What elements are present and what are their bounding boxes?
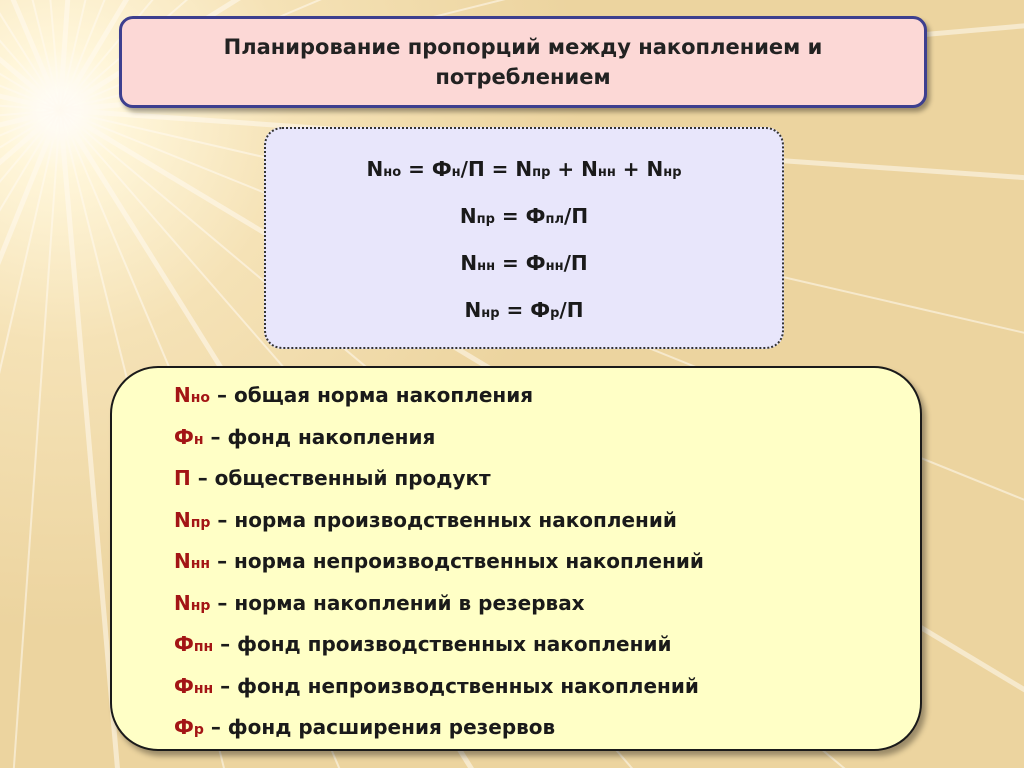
formula-text: /П <box>563 251 588 275</box>
symbol-base: N <box>174 590 191 615</box>
title-box <box>119 16 927 108</box>
definition-text: – норма производственных накоплений <box>210 507 677 532</box>
definition-symbol <box>174 383 210 407</box>
formula-text: = Ф <box>401 157 452 181</box>
definition-text: – фонд непроизводственных накоплений <box>213 673 699 698</box>
symbol-base: N <box>174 507 191 532</box>
formula-subscript: пл <box>545 212 565 227</box>
symbol-subscript: пн <box>193 639 214 655</box>
definition-item <box>174 422 920 464</box>
formula-subscript: нр <box>663 165 682 180</box>
formula-text: = Ф <box>495 251 546 275</box>
formula-subscript: пр <box>532 165 551 180</box>
symbol-base: N <box>174 383 191 407</box>
symbol-base: Ф <box>174 632 194 656</box>
symbol-subscript: н <box>193 431 204 448</box>
definition-text: – норма накоплений в резервах <box>210 590 585 615</box>
symbol-base: Ф <box>174 424 194 449</box>
definition-text: – фонд накопления <box>203 424 436 449</box>
formula-text: N <box>464 298 482 322</box>
symbol-base: Ф <box>174 673 194 698</box>
definition-text: – фонд производственных накоплений <box>213 632 672 656</box>
formula-subscript: нн <box>597 165 616 180</box>
formula-subscript: р <box>550 306 560 321</box>
formula-text: N <box>460 251 478 275</box>
definition-item <box>174 505 920 547</box>
definition-symbol <box>174 715 204 739</box>
formula-box <box>264 127 784 349</box>
formula-subscript: нн <box>545 259 564 274</box>
definition-symbol <box>174 591 210 615</box>
formula-subscript: пр <box>476 212 495 227</box>
symbol-base: П <box>174 466 191 490</box>
formula-line <box>266 155 782 202</box>
formula-line <box>266 202 782 249</box>
definition-symbol <box>174 674 213 698</box>
symbol-subscript: нн <box>193 680 214 697</box>
definition-item <box>174 463 920 505</box>
formula-subscript: нр <box>481 306 500 321</box>
formula-text: /П <box>559 298 584 322</box>
formula-text: /П = N <box>460 157 533 181</box>
definition-symbol <box>174 466 191 490</box>
definition-item <box>174 671 920 713</box>
definition-symbol <box>174 632 213 656</box>
symbol-base: Ф <box>174 715 194 739</box>
formula-subscript: нн <box>477 259 496 274</box>
formula-text: = Ф <box>499 298 551 322</box>
definition-item <box>174 629 920 671</box>
definition-item <box>174 712 920 754</box>
definition-item <box>174 588 920 630</box>
formula-text: N <box>366 157 384 181</box>
definition-symbol <box>174 425 204 449</box>
formula-text: /П <box>564 204 589 228</box>
formula-subscript: н <box>451 165 461 180</box>
definitions-box <box>110 366 922 751</box>
formula-text: N <box>459 204 477 228</box>
formula-text: = Ф <box>494 204 546 228</box>
definition-text: – общественный продукт <box>190 466 491 490</box>
definition-symbol <box>174 508 210 532</box>
symbol-base: N <box>174 549 191 573</box>
symbol-subscript: но <box>190 390 211 406</box>
definition-text: – общая норма накопления <box>210 383 534 407</box>
symbol-subscript: р <box>193 722 204 738</box>
formula-line <box>266 249 782 296</box>
definition-text: – норма непроизводственных накоплений <box>210 549 704 573</box>
definition-text: – фонд расширения резервов <box>203 715 556 739</box>
definition-item <box>174 546 920 588</box>
definition-item <box>174 380 920 422</box>
formula-text: + N <box>615 157 664 181</box>
formula-subscript: но <box>383 165 402 180</box>
slide-title: Планирование пропорций между накоплением и потреблением <box>223 35 823 89</box>
symbol-subscript: пр <box>190 514 211 531</box>
symbol-subscript: нр <box>190 597 211 614</box>
formula-text: + N <box>550 157 598 181</box>
symbol-subscript: нн <box>190 556 211 572</box>
definition-symbol <box>174 549 210 573</box>
formula-line <box>266 296 782 343</box>
